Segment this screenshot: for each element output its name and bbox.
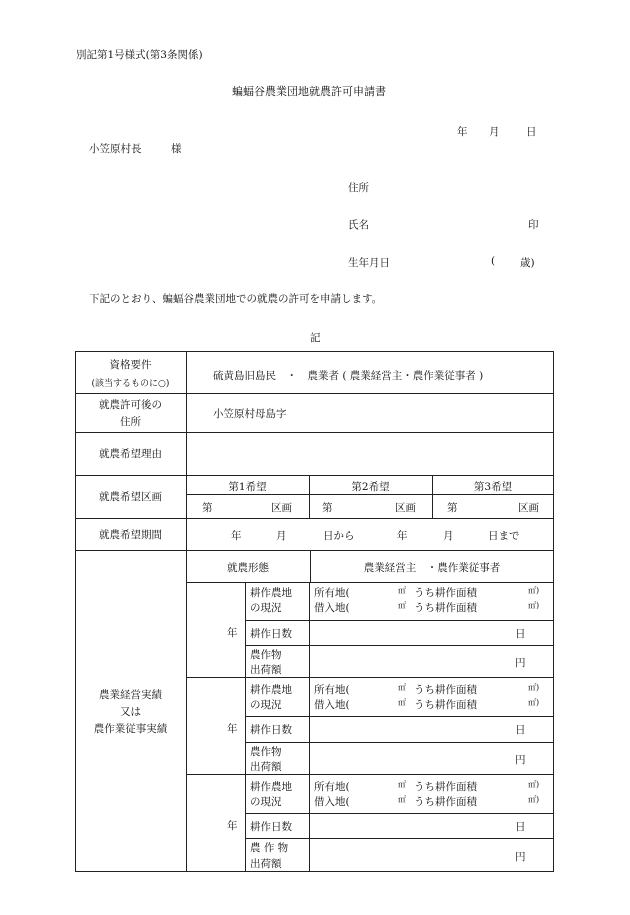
date-year: 年: [457, 126, 468, 138]
status-label-3a: 耕作農地: [250, 781, 292, 793]
ship-label-3a: 農 作 物: [250, 842, 289, 854]
ship-label-2a: 農作物: [250, 746, 282, 758]
farming-form-label: 就農形態: [227, 562, 269, 574]
record-year-1[interactable]: 年: [227, 627, 238, 639]
owned-2-m2-close: ㎡): [528, 683, 540, 692]
age-open: (: [491, 255, 496, 267]
farming-form-value[interactable]: 農業経営主 ・農作業従事者: [363, 562, 501, 574]
date-day: 日: [526, 126, 537, 138]
days-label-2: 耕作日数: [250, 724, 292, 736]
address-after-label-2: 住所: [120, 416, 141, 428]
leased-1-m2: ㎡: [398, 601, 406, 610]
owned-3-m2-close: ㎡): [528, 780, 540, 789]
district-dai-3[interactable]: 第: [447, 502, 458, 514]
period-label: 就農希望期間: [99, 529, 162, 541]
days-unit-2: 日: [515, 724, 526, 736]
birthdate-label: 生年月日: [348, 257, 390, 269]
leased-2-m2: ㎡: [398, 698, 406, 707]
days-unit-1: 日: [515, 628, 526, 640]
owned-1-of-which: うち耕作面積: [414, 587, 477, 599]
leased-3-of-which: うち耕作面積: [414, 796, 477, 808]
owned-3-of-which: うち耕作面積: [414, 781, 477, 793]
owned-1-m2-close: ㎡): [528, 586, 540, 595]
record-label-1: 農業経営実績: [99, 689, 162, 701]
owned-1[interactable]: 所有地(: [314, 587, 350, 599]
yen-3: 円: [515, 851, 526, 863]
leased-3[interactable]: 借入地(: [314, 796, 350, 808]
leased-3-m2-close: ㎡): [528, 795, 540, 804]
days-label-3: 耕作日数: [250, 821, 292, 833]
seal-mark: 印: [528, 219, 539, 231]
status-label-2b: の現況: [250, 699, 282, 711]
ship-label-2b: 出荷額: [250, 761, 282, 773]
leased-2-m2-close: ㎡): [528, 698, 540, 707]
days-label-1: 耕作日数: [250, 628, 292, 640]
record-year-2[interactable]: 年: [227, 723, 238, 735]
days-unit-3: 日: [515, 821, 526, 833]
reason-label: 就農希望理由: [99, 448, 162, 460]
age-close: 歳): [520, 257, 535, 269]
ship-label-1b: 出荷額: [250, 664, 282, 676]
period-to-year[interactable]: 年: [397, 530, 408, 542]
status-label-3b: の現況: [250, 796, 282, 808]
record-label-2: 又は: [120, 706, 141, 718]
district-choice-1: 第1希望: [228, 481, 267, 493]
period-from-month[interactable]: 月: [276, 530, 287, 542]
owned-2-of-which: うち耕作面積: [414, 684, 477, 696]
owned-3[interactable]: 所有地(: [314, 781, 350, 793]
date-month: 月: [489, 126, 500, 138]
ship-label-1a: 農作物: [250, 649, 282, 661]
addressee-honorific: 様: [171, 143, 182, 155]
yen-1: 円: [515, 657, 526, 669]
ship-label-3b: 出荷額: [250, 858, 282, 870]
status-label-2a: 耕作農地: [250, 684, 292, 696]
addressee-name: 小笠原村長: [89, 143, 142, 155]
leased-1[interactable]: 借入地(: [314, 602, 350, 614]
qualification-note: (該当するものに○): [91, 379, 170, 389]
period-from-year[interactable]: 年: [231, 530, 242, 542]
district-kukaku-2: 区画: [395, 502, 416, 514]
address-after-value[interactable]: 小笠原村母島字: [213, 408, 287, 420]
document-title: 蝙蝠谷農業団地就農許可申請書: [232, 85, 386, 98]
district-choice-2: 第2希望: [351, 481, 390, 493]
yen-2: 円: [515, 754, 526, 766]
period-to-month[interactable]: 月: [443, 530, 454, 542]
record-label-3: 農作業従事実績: [93, 723, 168, 735]
qualification-value[interactable]: 硫黄島旧島民 ・ 農業者 ( 農業経営主・農作業従事者 ): [213, 370, 484, 382]
district-choice-3: 第3希望: [473, 481, 513, 493]
leased-2[interactable]: 借入地(: [314, 699, 350, 711]
district-label: 就農希望区画: [99, 491, 162, 503]
form-id: 別記第1号様式(第3条関係): [76, 49, 203, 61]
owned-3-m2: ㎡: [398, 780, 406, 789]
period-from-day[interactable]: 日から: [323, 530, 355, 542]
district-kukaku-1: 区画: [271, 502, 292, 514]
leased-1-of-which: うち耕作面積: [414, 602, 477, 614]
leased-2-of-which: うち耕作面積: [414, 699, 477, 711]
address-after-label-1: 就農許可後の: [99, 399, 162, 411]
record-year-3[interactable]: 年: [227, 820, 238, 832]
leased-1-m2-close: ㎡): [528, 601, 540, 610]
owned-2-m2: ㎡: [398, 683, 406, 692]
status-label-1b: の現況: [250, 602, 282, 614]
owned-1-m2: ㎡: [398, 586, 406, 595]
district-kukaku-3: 区画: [518, 502, 539, 514]
address-label: 住所: [348, 182, 369, 194]
intro-text: 下記のとおり、蝙蝠谷農業団地での就農の許可を申請します。: [89, 293, 383, 305]
status-label-1a: 耕作農地: [250, 587, 292, 599]
period-to-day[interactable]: 日まで: [488, 530, 520, 542]
leased-3-m2: ㎡: [398, 795, 406, 804]
name-label: 氏名: [348, 219, 369, 231]
qualification-label: 資格要件: [109, 359, 152, 371]
district-dai-2[interactable]: 第: [322, 502, 333, 514]
district-dai-1[interactable]: 第: [202, 502, 213, 514]
ki-mark: 記: [310, 332, 321, 344]
owned-2[interactable]: 所有地(: [314, 684, 350, 696]
